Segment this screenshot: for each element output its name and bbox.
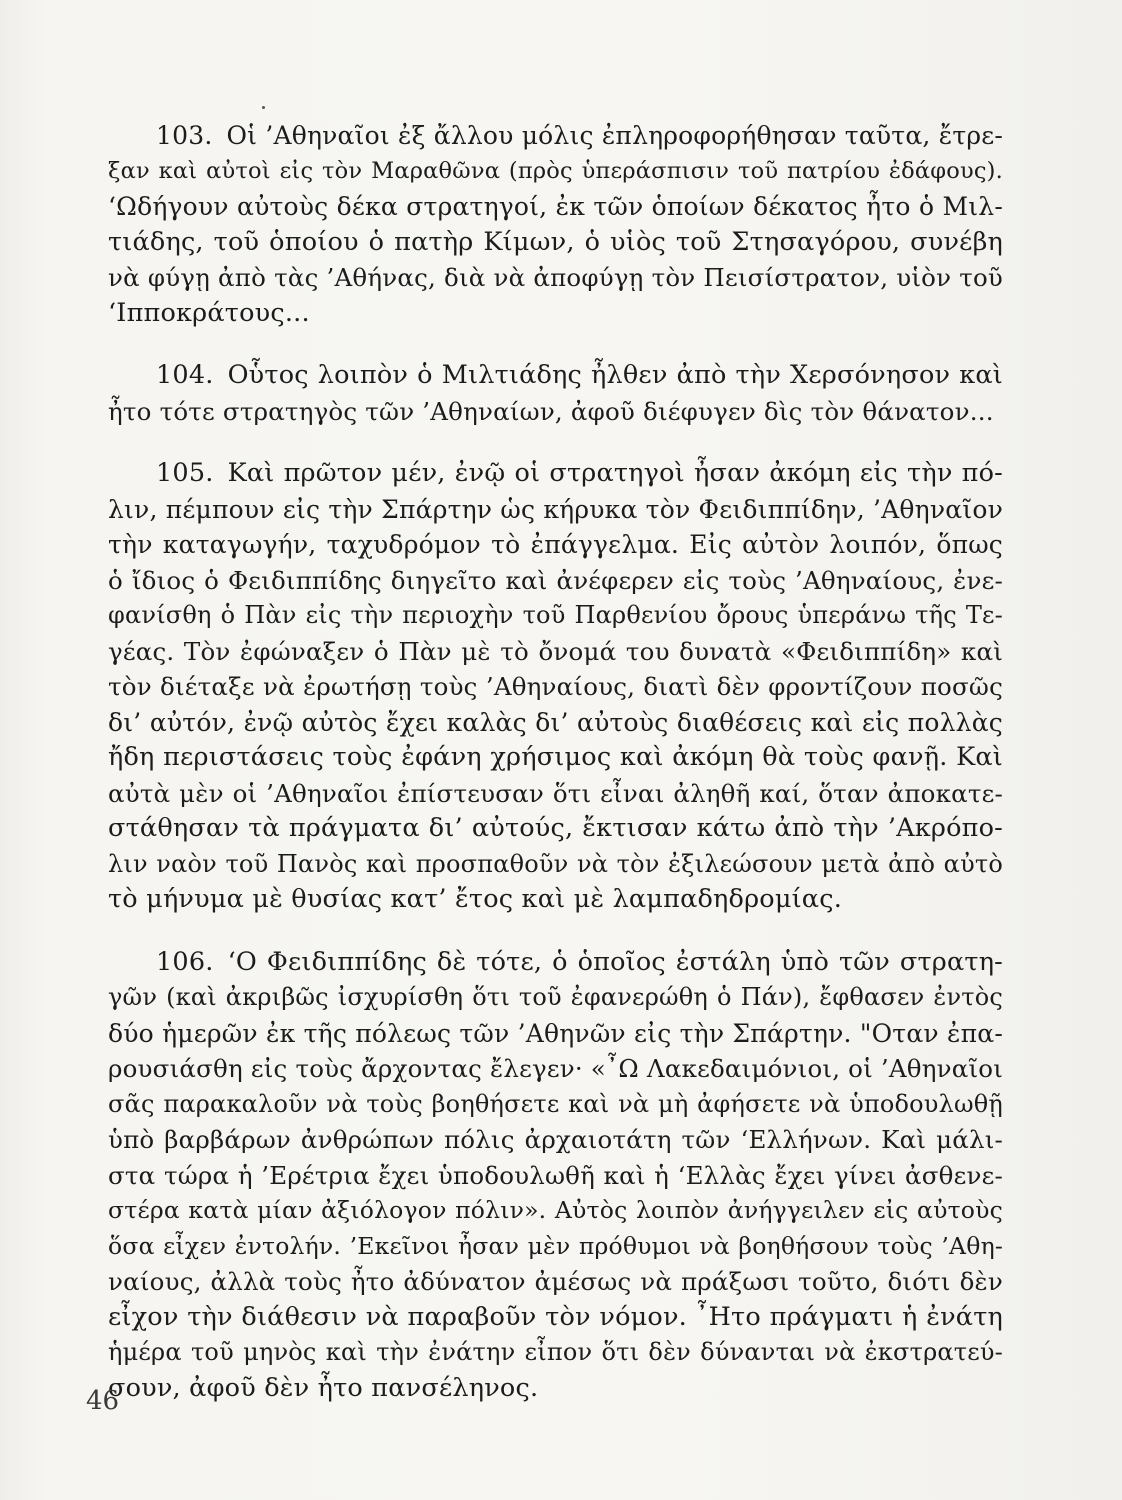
text-line (108, 527, 1003, 563)
page-number: 46 (86, 1386, 120, 1416)
text-line (108, 1229, 1003, 1265)
text-line (108, 118, 1003, 154)
line-text: ‘Ο Φειδιππίδης δὲ τότε, ὁ ὁποῖος ἐστάλη ὑπὸ τῶν στρατη- (227, 946, 1003, 977)
text-line (108, 296, 1003, 332)
line-text: ὁ ἴδιος ὁ Φειδιππίδης διηγεῖτο καὶ ἀνέφερεν εἰς τοὺς ’Αθηναίους, ἐνε- (108, 565, 1003, 595)
line-text: αὐτὰ μὲν οἱ ’Αθηναῖοι ἐπίστευσαν ὅτι εἶναι ἀληθῆ καί, ὅταν ἀποκατε- (108, 778, 1003, 808)
paragraph (108, 118, 1003, 331)
text-line (108, 1087, 1003, 1123)
line-text: ξαν καὶ αὐτοὶ εἰς τὸν Μαραθῶνα (πρὸς ὑπεράσπισιν τοῦ πατρίου ἐδάφους). (108, 157, 1003, 184)
text-line (108, 1371, 1003, 1407)
text-line (108, 1193, 1003, 1229)
text-line (108, 1122, 1003, 1158)
text-line (108, 563, 1003, 599)
line-text: τὸ μήνυμα μὲ θυσίας κατ’ ἔτος καὶ μὲ λαμπαδηδρομίας. (108, 884, 843, 914)
text-line (108, 154, 1003, 190)
paragraph-number: 103. (156, 121, 213, 150)
line-text: ἤδη περιστάσεις τοὺς ἐφάνη χρήσιμος καὶ ἀκόμη θὰ τοὺς φανῇ. Καὶ (108, 742, 1003, 772)
text-line (108, 811, 1003, 847)
text-line (108, 1264, 1003, 1300)
line-text: ἦτο τότε στρατηγὸς τῶν ’Αθηναίων, ἀφοῦ διέφυγεν δὶς τὸν θάνατον... (108, 396, 994, 426)
line-text: ‘Ιπποκράτους... (108, 297, 310, 328)
line-text: φανίσθη ὁ Πὰν εἰς τὴν περιοχὴν τοῦ Παρθενίου ὄρους ὑπεράνω τῆς Τε- (108, 601, 1003, 629)
line-text: Οἱ ’Αθηναῖοι ἐξ ἄλλου μόλις ἐπληροφορήθησαν ταῦτα, ἔτρε- (226, 121, 1004, 150)
text-line (108, 1300, 1003, 1336)
line-text: γῶν (καὶ ἀκριβῶς ἰσχυρίσθη ὅτι τοῦ ἐφανερώθη ὁ Πάν), ἔφθασεν ἐντὸς (108, 983, 1003, 1011)
line-text: ἡμέρα τοῦ μηνὸς καὶ τὴν ἐνάτην εἶπον ὅτι δὲν δύνανται νὰ ἐκστρατεύ- (108, 1338, 1003, 1366)
line-text: ὅσα εἶχεν ἐντολήν. ’Εκεῖνοι ἦσαν μὲν πρόθυμοι νὰ βοηθήσουν τοὺς ’Αθη- (108, 1231, 1003, 1260)
text-line (108, 1051, 1003, 1087)
text-line (108, 394, 1003, 430)
text-line (108, 882, 1003, 918)
line-text: λιν, πέμπουν εἰς τὴν Σπάρτην ὡς κήρυκα τὸν Φειδιππίδην, ’Αθηναῖον (108, 494, 1003, 524)
paragraph-number: 105. (156, 458, 214, 488)
line-text: τὸν διέταξε νὰ ἐρωτήσῃ τοὺς ’Αθηναίους, διατὶ δὲν φροντίζουν ποσῶς (108, 672, 1003, 701)
paragraph (108, 358, 1003, 429)
text-line (108, 1335, 1003, 1371)
line-text: ρουσιάσθη εἰς τοὺς ἄρχοντας ἔλεγεν· «῏Ω Λακεδαιμόνιοι, οἱ ’Αθηναῖοι (108, 1054, 1004, 1083)
text-line (108, 1016, 1003, 1052)
paragraph (108, 456, 1003, 918)
line-text: τιάδης, τοῦ ὁποίου ὁ πατὴρ Κίμων, ὁ υἱὸς τοῦ Στησαγόρου, συνέβη (108, 226, 1003, 257)
line-text: ὑπὸ βαρβάρων ἀνθρώπων πόλις ἀρχαιοτάτη τῶν ‘Ελλήνων. Καὶ μάλι- (108, 1125, 1003, 1154)
line-text: στα τώρα ἡ ’Ερέτρια ἔχει ὑποδουλωθῆ καὶ ἡ ‘Ελλὰς ἔχει γίνει ἀσθενε- (108, 1160, 1003, 1190)
line-text: λιν ναὸν τοῦ Πανὸς καὶ προσπαθοῦν νὰ τὸν ἐξιλεώσουν μετὰ ἀπὸ αὐτὸ (108, 849, 1003, 878)
line-text: Καὶ πρῶτον μέν, ἐνῷ οἱ στρατηγοὶ ἦσαν ἀκόμη εἰς τὴν πό- (227, 458, 1003, 488)
line-text: δι’ αὐτόν, ἐνῷ αὐτὸς ἔχει καλὰς δι’ αὐτοὺς διαθέσεις καὶ εἰς πολλὰς (108, 707, 1003, 737)
text-line (108, 705, 1003, 741)
line-text: σᾶς παρακαλοῦν νὰ τοὺς βοηθήσετε καὶ νὰ μὴ ἀφήσετε νὰ ὑποδουλωθῇ (108, 1089, 1003, 1118)
text-line (108, 456, 1003, 492)
text-line (108, 225, 1003, 261)
body-text (108, 118, 1003, 1433)
line-text: εἶχον τὴν διάθεσιν νὰ παραβοῦν τὸν νόμον. ῏Ητο πράγματι ἡ ἐνάτη (108, 1301, 1003, 1332)
line-text: ναίους, ἀλλὰ τοὺς ἦτο ἀδύνατον ἀμέσως νὰ πράξωσι τοῦτο, διότι δὲν (108, 1267, 1003, 1296)
text-line (108, 740, 1003, 776)
line-text: στέρα κατὰ μίαν ἀξιόλογον πόλιν». Αὐτὸς λοιπὸν ἀνήγγειλεν εἰς αὐτοὺς (108, 1196, 1003, 1224)
paragraph-number: 104. (156, 360, 214, 390)
text-line (108, 358, 1003, 394)
line-text: σουν, ἀφοῦ δὲν ἦτο πανσέληνος. (108, 1372, 539, 1403)
text-line (108, 598, 1003, 634)
text-line (108, 980, 1003, 1016)
text-line (108, 669, 1003, 705)
line-text: τὴν καταγωγήν, ταχυδρόμον τὸ ἐπάγγελμα. Εἰς αὐτὸν λοιπόν, ὅπως (108, 530, 1003, 559)
text-line (108, 492, 1003, 528)
line-text: νὰ φύγῃ ἀπὸ τὰς ’Αθήνας, διὰ νὰ ἀποφύγῃ τὸν Πεισίστρατον, υἱὸν τοῦ (108, 263, 1003, 292)
line-text: στάθησαν τὰ πράγματα δι’ αὐτούς, ἔκτισαν κάτω ἀπὸ τὴν ’Ακρόπο- (108, 813, 1003, 843)
line-text: δύο ἡμερῶν ἐκ τῆς πόλεως τῶν ’Αθηνῶν εἰς τὴν Σπάρτην. "Οταν ἐπα- (108, 1018, 1003, 1048)
line-text: ‘Ωδήγουν αὐτοὺς δέκα στρατηγοί, ἐκ τῶν ὁποίων δέκατος ἦτο ὁ Μιλ- (108, 192, 1003, 221)
ink-speck (262, 106, 265, 109)
text-line (108, 945, 1003, 981)
text-line (108, 1158, 1003, 1194)
paragraph (108, 945, 1003, 1407)
line-text: γέας. Τὸν ἐφώναξεν ὁ Πὰν μὲ τὸ ὄνομά του δυνατὰ «Φειδιππίδη» καὶ (108, 636, 1003, 666)
text-line (108, 847, 1003, 883)
line-text: Οὗτος λοιπὸν ὁ Μιλτιάδης ἦλθεν ἀπὸ τὴν Χερσόνησον καὶ (227, 360, 1003, 390)
text-line (108, 260, 1003, 296)
text-line (108, 189, 1003, 225)
text-line (108, 634, 1003, 670)
paragraph-number: 106. (156, 946, 214, 977)
text-line (108, 776, 1003, 812)
